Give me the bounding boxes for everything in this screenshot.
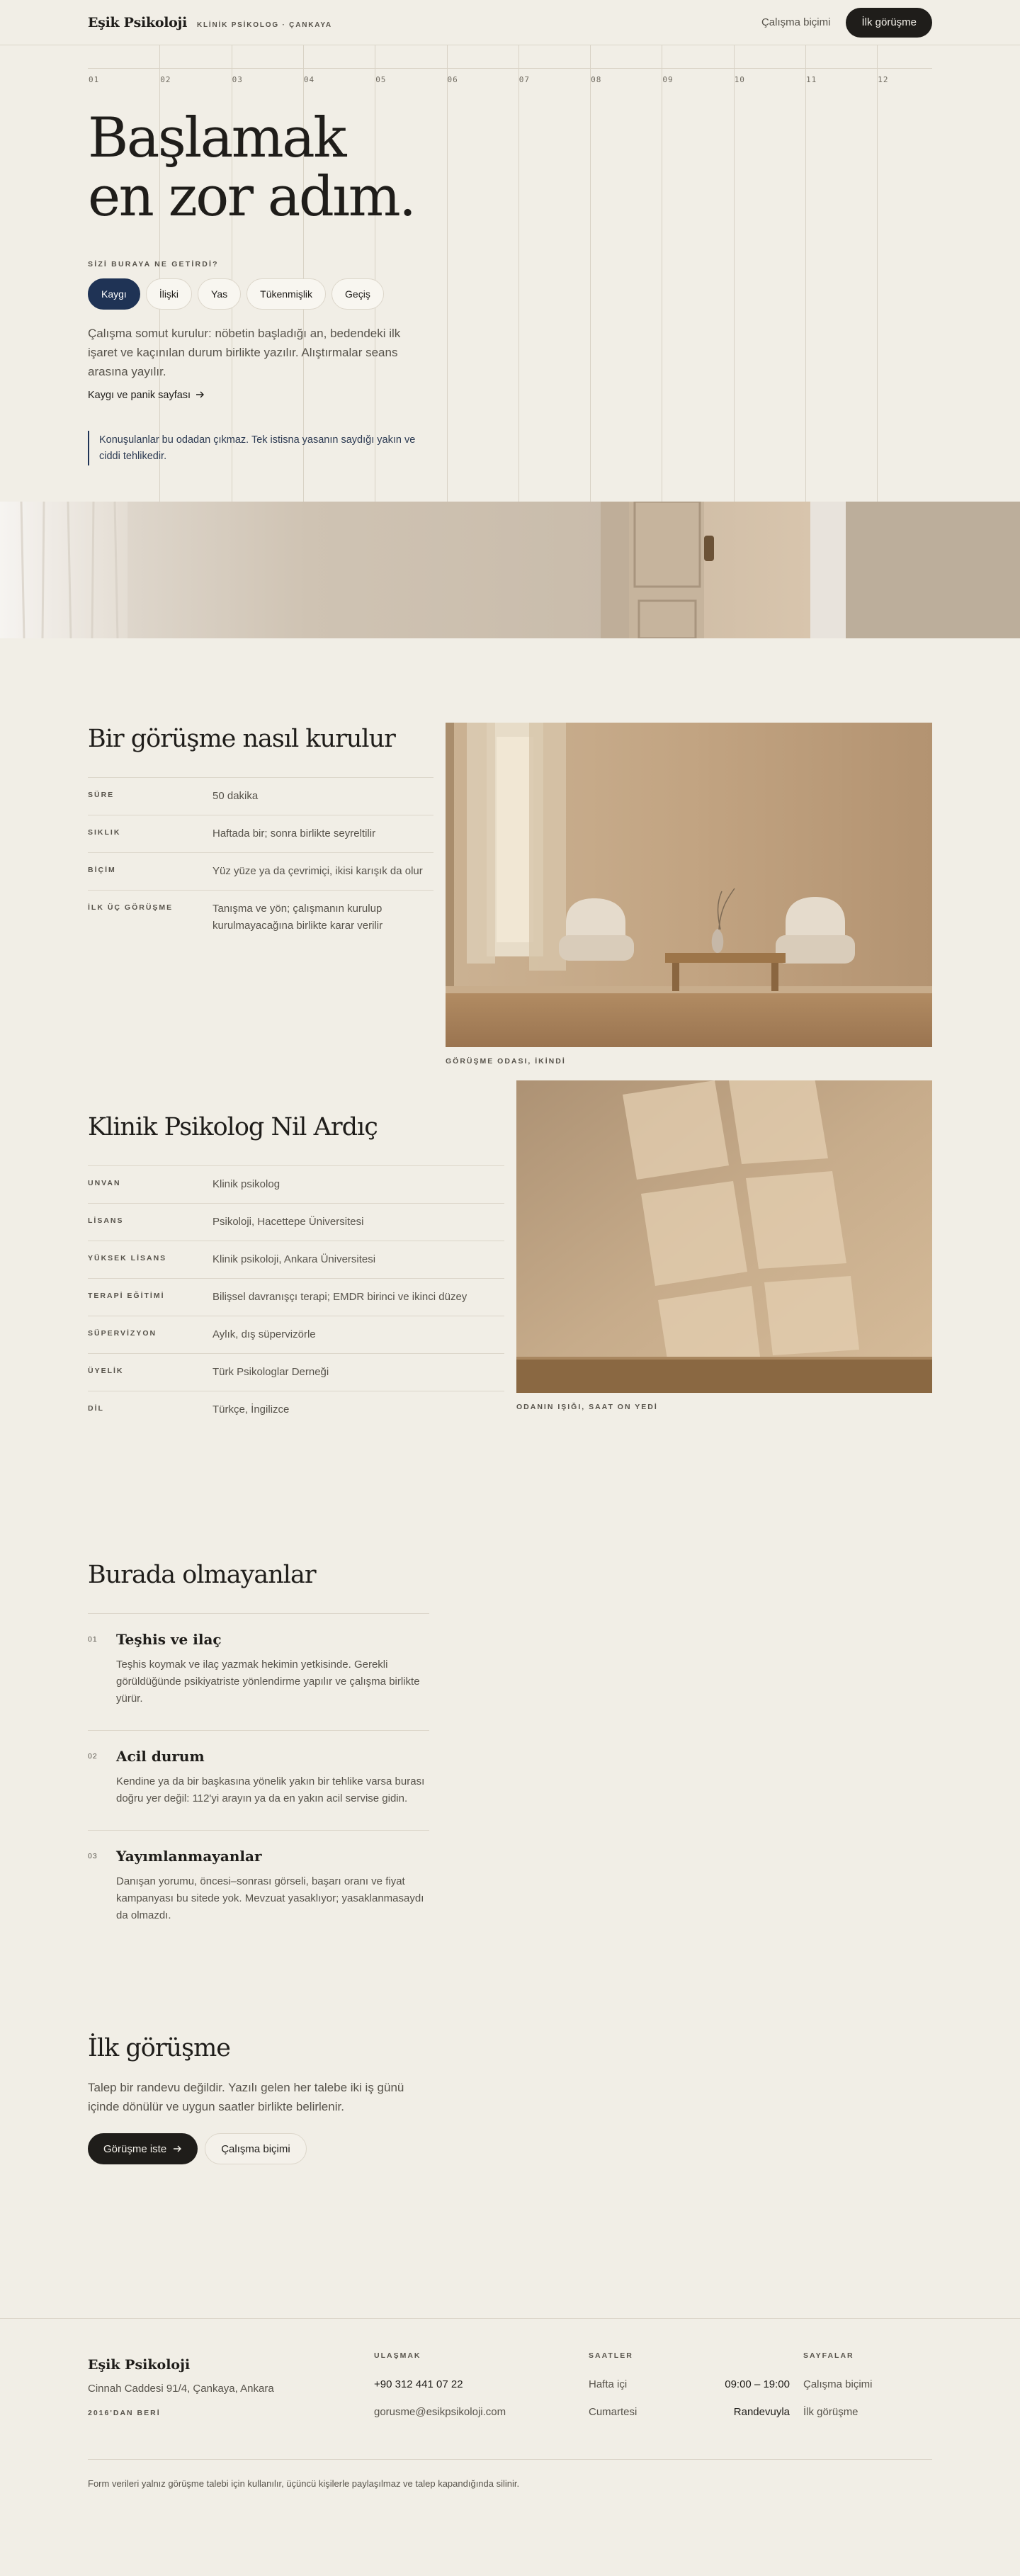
spec-row xyxy=(88,1279,504,1316)
hero-title-line-1: Başlamak xyxy=(88,106,346,170)
spec-key: YÜKSEK LİSANS xyxy=(88,1254,167,1262)
hero-title-line-2: en zor adım. xyxy=(88,165,415,230)
spec-row xyxy=(88,1241,504,1279)
main-nav xyxy=(761,8,932,38)
room-image-caption: GÖRÜŞME ODASI, İKİNDİ xyxy=(446,1057,566,1066)
footer-link-working-style[interactable]: Çalışma biçimi xyxy=(803,2378,873,2390)
spec-row xyxy=(88,778,434,815)
footer-since: 2016'DAN BERİ xyxy=(88,2409,161,2417)
spec-key: TERAPİ EĞİTİMİ xyxy=(88,1292,165,1300)
nav-link-working-style[interactable]: Çalışma biçimi xyxy=(761,16,831,28)
spec-row xyxy=(88,1391,504,1429)
item-number: 03 xyxy=(88,1852,98,1860)
footer-pages-column xyxy=(803,2351,932,2418)
spec-key: BİÇİM xyxy=(88,866,116,874)
not-here-list xyxy=(88,1613,429,1947)
anxiety-page-link[interactable] xyxy=(88,390,428,401)
spec-row xyxy=(88,1316,504,1354)
brand[interactable] xyxy=(88,15,332,30)
weekday-label: Hafta içi xyxy=(589,2378,628,2390)
room-banner-image xyxy=(0,502,1020,638)
first-meeting-actions xyxy=(88,2133,428,2164)
spec-key: LİSANS xyxy=(88,1216,124,1225)
grid-column-number: 08 xyxy=(591,75,602,84)
spec-value: Klinik psikolog xyxy=(212,1178,280,1190)
spec-value: Tanışma ve yön; çalışmanın kurulup kurulmayacağına birlikte karar verilir xyxy=(212,903,383,932)
spec-row xyxy=(88,1166,504,1204)
grid-column-number: 04 xyxy=(303,75,315,84)
chip-anxiety[interactable]: Kaygı xyxy=(88,278,140,310)
item-text: Danışan yorumu, öncesi–sonrası görseli, başarı oranı ve fiyat kampanyası bu sitede yok. Mevzuat yasaklıyor; yasaklanmasaydı da olmazdı. xyxy=(116,1875,424,1921)
site-footer xyxy=(0,2318,1020,2576)
contact-label: ULAŞMAK xyxy=(374,2351,421,2360)
footer-brand-column xyxy=(88,2351,374,2418)
spec-key: SÜPERVİZYON xyxy=(88,1329,157,1338)
request-meeting-label: Görüşme iste xyxy=(103,2142,167,2155)
spec-value: Bilişsel davranışçı terapi; EMDR birinci ve ikinci düzey xyxy=(212,1291,468,1303)
site-header xyxy=(0,0,1020,45)
spec-value: Haftada bir; sonra birlikte seyreltilir xyxy=(212,827,376,840)
first-meeting-button[interactable]: İlk görüşme xyxy=(846,8,932,38)
brand-tagline: KLİNİK PSİKOLOG · ÇANKAYA xyxy=(197,21,332,29)
hero-section xyxy=(0,45,1020,502)
spec-key: SIKLIK xyxy=(88,828,121,837)
grid-column-number: 12 xyxy=(878,75,889,84)
confidentiality-note: Konuşulanlar bu odadan çıkmaz. Tek istisna yasanın saydığı yakın ve ciddi tehlikedir. xyxy=(88,431,428,465)
weekday-hours-row xyxy=(589,2378,790,2390)
grid-column-number: 06 xyxy=(447,75,458,84)
spec-value: Yüz yüze ya da çevrimiçi, ikisi karışık da olur xyxy=(212,865,423,877)
spec-value: Türkçe, İngilizce xyxy=(212,1403,290,1416)
chip-burnout[interactable]: Tükenmişlik xyxy=(246,278,326,310)
working-style-button[interactable]: Çalışma biçimi xyxy=(205,2133,307,2164)
topic-chips xyxy=(88,278,428,310)
footer-columns xyxy=(88,2351,932,2418)
arrow-right-icon xyxy=(174,2143,182,2155)
phone-link[interactable]: +90 312 441 07 22 xyxy=(374,2378,463,2390)
weekday-hours: 09:00 – 19:00 xyxy=(725,2378,790,2390)
spec-row xyxy=(88,891,434,944)
psychologist-section xyxy=(0,1113,1020,1561)
footer-link-first-meeting[interactable]: İlk görüşme xyxy=(803,2406,858,2418)
spec-key: UNVAN xyxy=(88,1179,121,1187)
grid-column-line xyxy=(877,45,878,502)
window-light-image xyxy=(516,1080,932,1393)
brand-name[interactable]: Eşik Psikoloji xyxy=(88,14,187,30)
grid-column-number: 02 xyxy=(160,75,171,84)
footer-address: Cinnah Caddesi 91/4, Çankaya, Ankara xyxy=(88,2383,274,2395)
footer-hours-column xyxy=(589,2351,803,2418)
footer-contact-column xyxy=(374,2351,589,2418)
arrow-right-icon xyxy=(196,390,205,401)
spec-row xyxy=(88,1204,504,1241)
list-item xyxy=(88,1830,429,1947)
legal-notice: Form verileri yalnız görüşme talebi için kullanılır, üçüncü kişilerle paylaşılmaz ve talep kapandığında silinir. xyxy=(88,2459,932,2489)
hours-label: SAATLER xyxy=(589,2351,633,2360)
grid-column-number: 05 xyxy=(375,75,387,84)
spec-value: Aylık, dış süpervizörle xyxy=(212,1328,316,1340)
item-text: Teşhis koymak ve ilaç yazmak hekimin yetkisinde. Gerekli görüldüğünde psikiyatriste yönlendirme yapılır ve çalışma birlikte yürür. xyxy=(116,1659,420,1705)
grid-column-number: 07 xyxy=(518,75,531,84)
item-title: Acil durum xyxy=(116,1748,205,1765)
first-meeting-text: Talep bir randevu değildir. Yazılı gelen her talebe iki iş günü içinde dönülür ve uygun saatler birlikte belirlenir. xyxy=(88,2081,404,2114)
grid-column-line xyxy=(590,45,591,502)
anxiety-page-link-label: Kaygı ve panik sayfası xyxy=(88,390,191,402)
saturday-label: Cumartesi xyxy=(589,2406,638,2418)
hero-content xyxy=(88,106,428,465)
saturday-hours: Randevuyla xyxy=(733,2406,790,2418)
grid-column-number: 10 xyxy=(734,75,745,84)
light-image-caption: ODANIN IŞIĞI, SAAT ON YEDİ xyxy=(516,1403,658,1411)
spec-value: 50 dakika xyxy=(212,790,259,802)
first-meeting-title: İlk görüşme xyxy=(88,2034,230,2062)
session-section xyxy=(0,638,1020,1117)
email-link[interactable]: gorusme@esikpsikoloji.com xyxy=(374,2406,506,2418)
grid-column-number: 03 xyxy=(232,75,243,84)
spec-key: SÜRE xyxy=(88,791,115,799)
credentials-table xyxy=(88,1165,504,1429)
spec-key: İLK ÜÇ GÖRÜŞME xyxy=(88,903,174,912)
grid-column-line xyxy=(734,45,735,502)
request-meeting-button[interactable] xyxy=(88,2133,198,2164)
not-here-title: Burada olmayanlar xyxy=(88,1561,316,1589)
grid-column-number: 01 xyxy=(89,75,100,84)
item-text: Kendine ya da bir başkasına yönelik yakın bir tehlike varsa burası doğru yer değil: 112'yi arayın ya da en yakın acil servise gidin. xyxy=(116,1775,425,1804)
grid-column-line xyxy=(805,45,806,502)
first-meeting-section xyxy=(0,2034,1020,2318)
spec-row xyxy=(88,853,434,891)
item-title: Yayımlanmayanlar xyxy=(116,1848,262,1865)
item-number: 01 xyxy=(88,1635,98,1644)
spec-value: Türk Psikologlar Derneği xyxy=(212,1366,329,1378)
saturday-hours-row xyxy=(589,2406,790,2418)
grid-column-number: 11 xyxy=(806,75,817,84)
consultation-room-image xyxy=(446,723,932,1047)
not-here-section xyxy=(0,1561,1020,2034)
footer-brand[interactable]: Eşik Psikoloji xyxy=(88,2357,191,2373)
grid-column-number: 09 xyxy=(662,75,674,84)
spec-value: Psikoloji, Hacettepe Üniversitesi xyxy=(212,1216,364,1228)
item-number: 02 xyxy=(88,1752,98,1761)
spec-row xyxy=(88,815,434,853)
chip-transition[interactable]: Geçiş xyxy=(332,278,384,310)
spec-key: ÜYELİK xyxy=(88,1367,124,1375)
item-title: Teşhis ve ilaç xyxy=(116,1631,222,1648)
hero-description: Çalışma somut kurulur: nöbetin başladığı an, bedendeki ilk işaret ve kaçınılan durum birlikte yazılır. Alıştırmalar seans arasına yayılır. xyxy=(88,326,401,379)
grid-column-line xyxy=(447,45,448,502)
pages-label: SAYFALAR xyxy=(803,2351,854,2360)
hero-title xyxy=(88,106,428,230)
spec-row xyxy=(88,1354,504,1391)
spec-value: Klinik psikoloji, Ankara Üniversitesi xyxy=(212,1253,376,1265)
psychologist-title: Klinik Psikolog Nil Ardıç xyxy=(88,1113,378,1141)
list-item xyxy=(88,1730,429,1830)
grid-column-line xyxy=(518,45,519,502)
session-title: Bir görüşme nasıl kurulur xyxy=(88,725,395,753)
list-item xyxy=(88,1613,429,1730)
chip-relationship[interactable]: İlişki xyxy=(146,278,192,310)
spec-key: DİL xyxy=(88,1404,104,1413)
session-spec-table xyxy=(88,777,434,944)
chip-grief[interactable]: Yas xyxy=(198,278,241,310)
hero-eyebrow: SİZİ BURAYA NE GETİRDİ? xyxy=(88,259,219,269)
